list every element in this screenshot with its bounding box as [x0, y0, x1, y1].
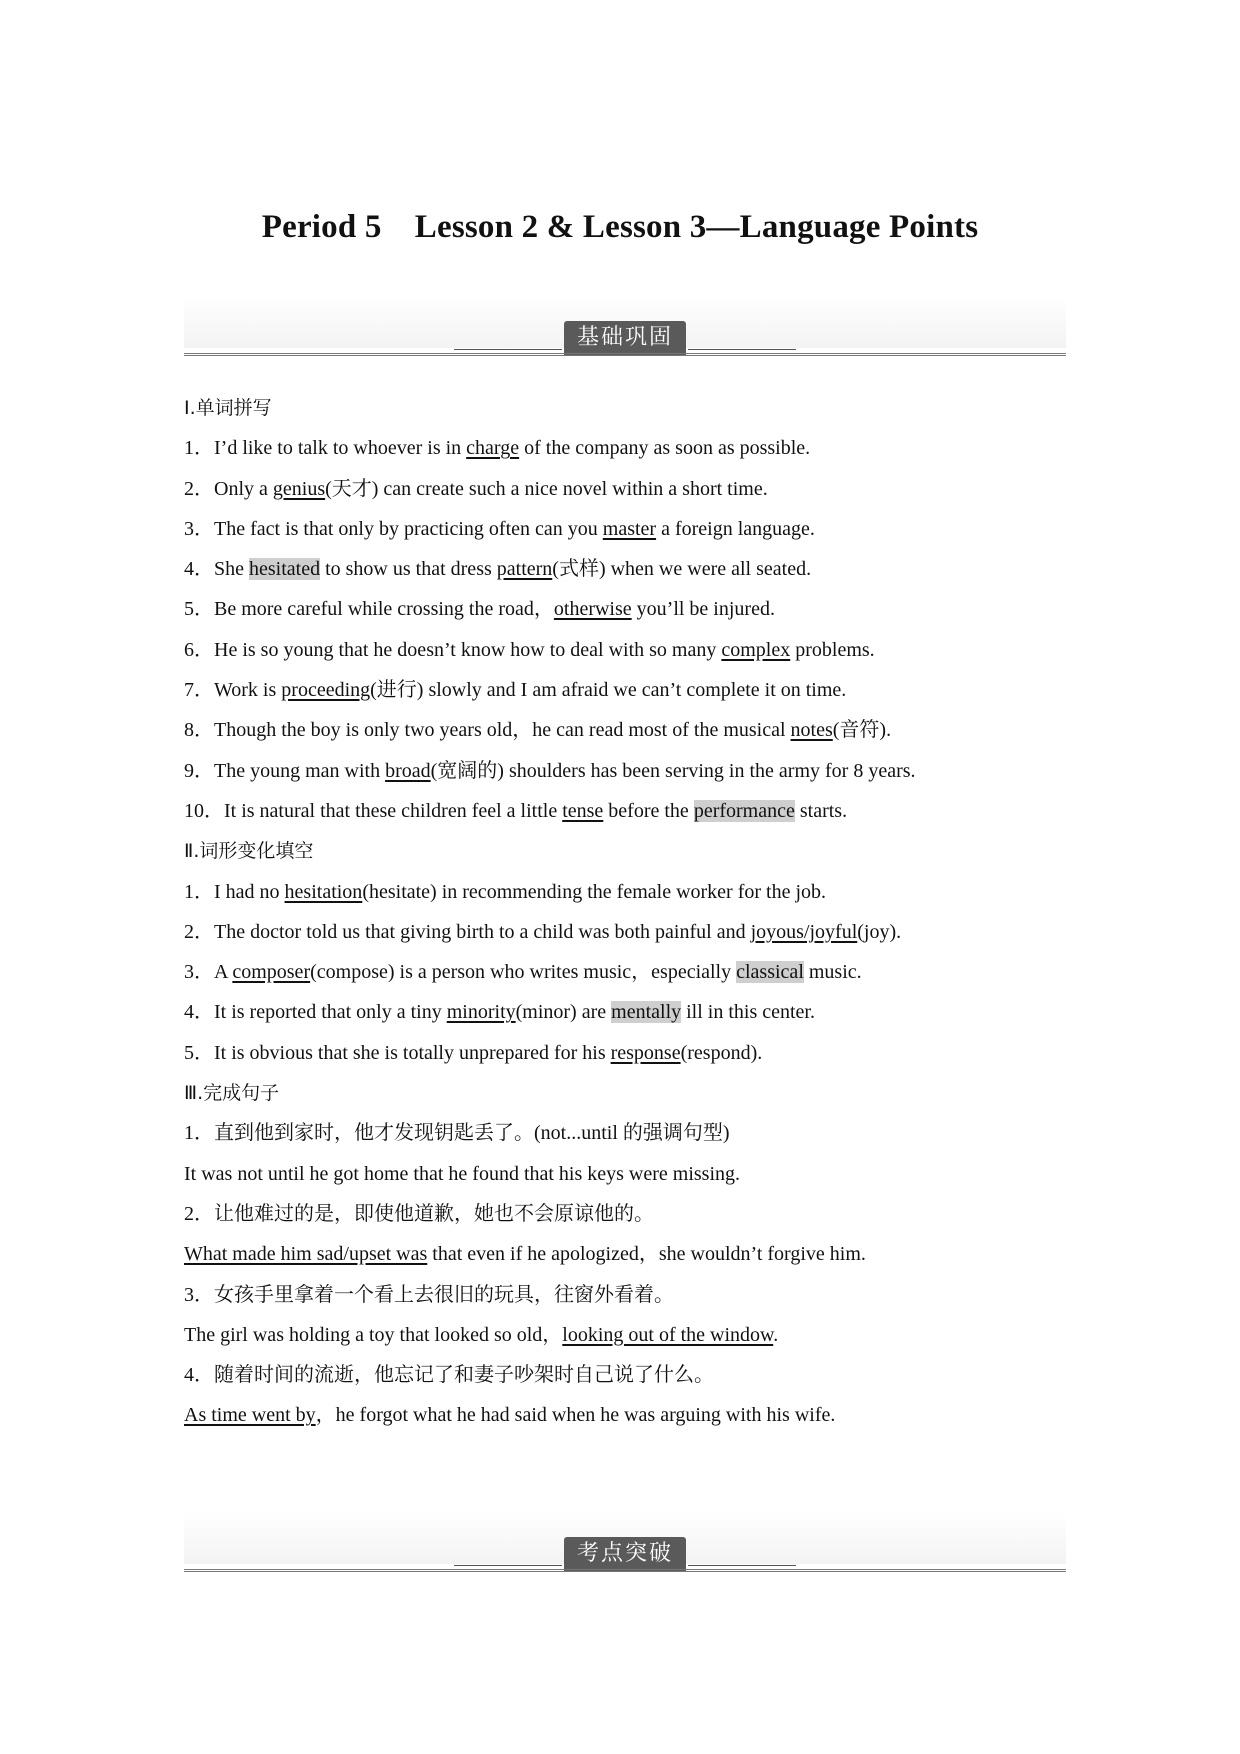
answer-blank: otherwise	[553, 598, 632, 621]
translation-prompt: 2．让他难过的是，即使他道歉，她也不会原谅他的。	[184, 1202, 654, 1225]
page-title: Period 5 Lesson 2 & Lesson 3—Language Points	[261, 209, 979, 245]
exercise-item: 2．The doctor told us that giving birth to a child was both painful and joyous/joyful(joy).	[184, 920, 902, 943]
banner-right-line	[688, 349, 796, 350]
banner-rule	[184, 1569, 1066, 1572]
banner-label: 基础巩固	[564, 321, 686, 355]
exercise-item: 6．He is so young that he doesn’t know how to deal with so many complex problems.	[184, 638, 875, 661]
answer-blank: master	[602, 517, 657, 540]
exercise-item: 9．The young man with broad(宽阔的) shoulders has been serving in the army for 8 years.	[184, 759, 916, 782]
answer-blank: hesitation	[284, 880, 363, 903]
exercise-item: 4．She hesitated to show us that dress pattern(式样) when we were all seated.	[184, 558, 812, 581]
answer-blank: broad	[385, 759, 431, 782]
translation-answer: The girl was holding a toy that looked so old，looking out of the window.	[184, 1323, 779, 1346]
highlighted-word: classical	[736, 961, 804, 984]
highlighted-word: performance	[693, 799, 795, 822]
exercise-content	[184, 388, 1064, 1436]
answer-blank: looking out of the window	[562, 1323, 774, 1346]
section-banner-key-points	[184, 1512, 1066, 1572]
answer-blank: tense	[562, 799, 604, 822]
section-heading-word-forms: Ⅱ.词形变化填空	[184, 840, 314, 863]
banner-label: 考点突破	[564, 1537, 686, 1571]
exercise-item: 2．Only a genius(天才) can create such a nice novel within a short time.	[184, 477, 768, 500]
highlighted-word: hesitated	[249, 558, 321, 581]
exercise-item: 7．Work is proceeding(进行) slowly and I am afraid we can’t complete it on time.	[184, 679, 847, 702]
banner-rule	[184, 353, 1066, 356]
exercise-item: 3．A composer(compose) is a person who writes music，especially classical music.	[184, 961, 862, 984]
exercise-item: 3．The fact is that only by practicing often can you master a foreign language.	[184, 517, 815, 540]
translation-prompt: 4．随着时间的流逝，他忘记了和妻子吵架时自己说了什么。	[184, 1364, 714, 1387]
banner-right-line	[688, 1565, 796, 1566]
section-heading-sentences: Ⅲ.完成句子	[184, 1082, 280, 1105]
highlighted-word: mentally	[611, 1001, 682, 1024]
translation-prompt: 1．直到他到家时，他才发现钥匙丢了。(not...until 的强调句型)	[184, 1122, 730, 1145]
exercise-item: 5．Be more careful while crossing the road，otherwise you’ll be injured.	[184, 598, 775, 621]
translation-answer: What made him sad/upset was that even if he apologized，she wouldn’t forgive him.	[184, 1243, 866, 1266]
translation-answer: As time went by，he forgot what he had said when he was arguing with his wife.	[184, 1404, 836, 1427]
banner-left-line	[454, 1565, 562, 1566]
answer-blank: pattern	[496, 558, 553, 581]
answer-blank: genius	[272, 477, 326, 500]
exercise-item: 8．Though the boy is only two years old，he can read most of the musical notes(音符).	[184, 719, 892, 742]
answer-blank: composer	[232, 961, 311, 984]
answer-blank: As time went by	[184, 1404, 316, 1427]
translation-answer: It was not until he got home that he found that his keys were missing.	[184, 1162, 741, 1185]
exercise-item: 1．I had no hesitation(hesitate) in recommending the female worker for the job.	[184, 880, 827, 903]
answer-blank: proceeding	[281, 679, 371, 702]
answer-blank: joyous/joyful	[750, 920, 858, 943]
section-banner-basic	[184, 296, 1066, 356]
answer-blank: response	[610, 1041, 681, 1064]
section-heading-spelling: Ⅰ.单词拼写	[184, 397, 272, 419]
exercise-item: 4．It is reported that only a tiny minority(minor) are mentally ill in this center.	[184, 1001, 815, 1024]
answer-blank: charge	[466, 437, 520, 460]
exercise-item: 10．It is natural that these children feel a little tense before the performance starts.	[184, 799, 848, 822]
answer-blank: complex	[721, 638, 791, 661]
exercise-item: 5．It is obvious that she is totally unprepared for his response(respond).	[184, 1041, 763, 1064]
exercise-item: 1．I’d like to talk to whoever is in charge of the company as soon as possible.	[184, 437, 811, 460]
translation-prompt: 3．女孩手里拿着一个看上去很旧的玩具，往窗外看着。	[184, 1283, 674, 1306]
answer-blank: What made him sad/upset was	[184, 1243, 428, 1266]
banner-left-line	[454, 349, 562, 350]
answer-blank: notes	[790, 719, 833, 742]
answer-blank: minority	[446, 1001, 516, 1024]
